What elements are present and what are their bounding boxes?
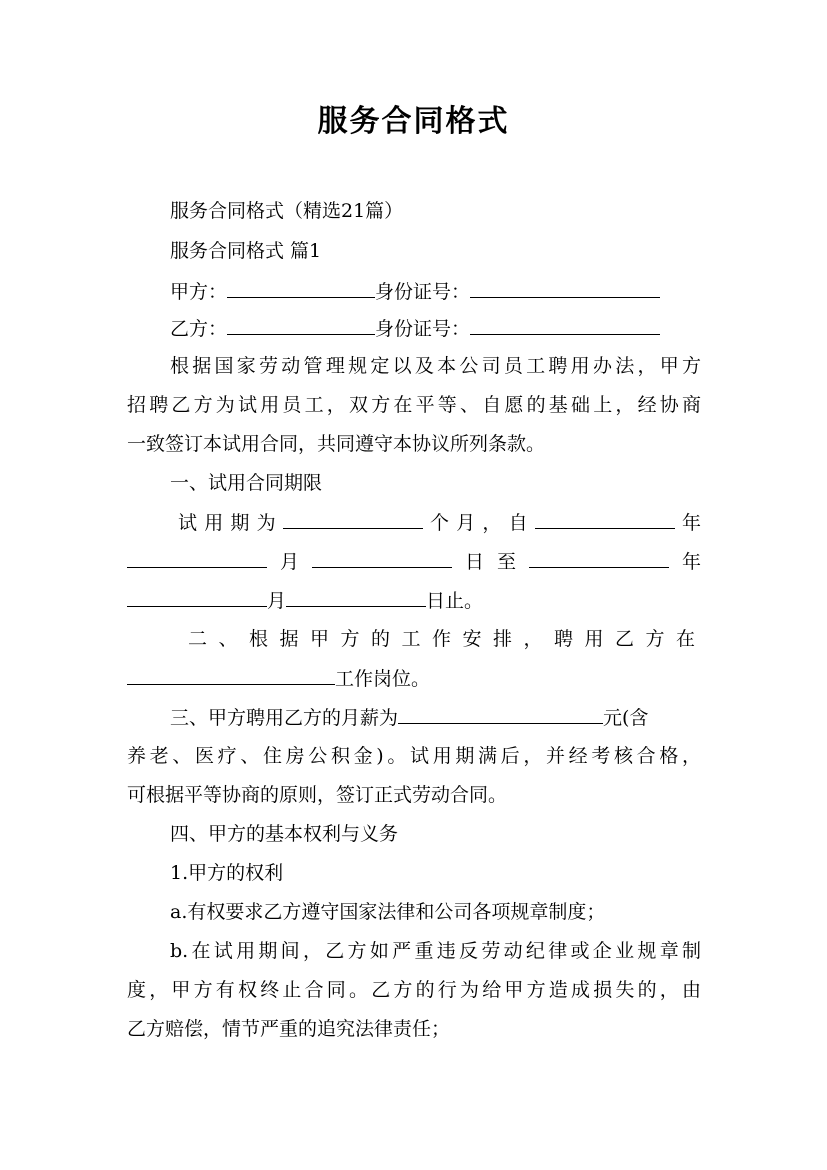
end-day-blank[interactable] — [286, 587, 426, 607]
job-position-blank[interactable] — [127, 665, 335, 685]
party-b-id-blank[interactable] — [470, 315, 660, 335]
document-title: 服务合同格式 — [317, 104, 510, 139]
clause2-end: 工作岗位。 — [335, 668, 431, 690]
end-month-unit: 月 — [267, 590, 287, 612]
trial-prefix: 试用期为 — [178, 512, 283, 534]
party-b-label: 乙方： — [170, 318, 228, 340]
start-month-unit: 月 — [267, 551, 312, 573]
right-b-line-3: 乙方赔偿，情节严重的追究法律责任； — [127, 1018, 451, 1040]
right-b-line-1: b.在试用期间，乙方如严重违反劳动纪律或企业规章制 — [170, 940, 701, 962]
intro-line-2: 招聘乙方为试用员工，双方在平等、自愿的基础上，经协商 — [127, 394, 701, 416]
party-a-label: 甲方： — [170, 281, 228, 303]
section-heading: 服务合同格式 篇1 — [170, 240, 322, 262]
clause2-line-1: 二、根据甲方的工作安排，聘用乙方在 — [188, 628, 701, 650]
end-day-unit: 日止。 — [426, 590, 484, 612]
right-a: a.有权要求乙方遵守国家法律和公司各项规章制度； — [170, 901, 606, 923]
clause3-prefix: 三、甲方聘用乙方的月薪为 — [170, 707, 399, 729]
right-b-line-2: 度，甲方有权终止合同。乙方的行为给甲方造成损失的，由 — [127, 979, 701, 1001]
intro-line-3: 一致签订本试用合同，共同遵守本协议所列条款。 — [127, 433, 546, 455]
rights-heading: 1.甲方的权利 — [170, 862, 284, 884]
party-a-id-label: 身份证号： — [375, 281, 471, 303]
document-subtitle: 服务合同格式（精选21篇） — [170, 200, 404, 222]
monthly-salary-blank[interactable] — [398, 704, 603, 724]
trial-line-1 — [178, 509, 701, 536]
clause3-line-2: 养老、医疗、住房公积金)。试用期满后，并经考核合格， — [127, 745, 701, 767]
clause4-heading: 四、甲方的基本权利与义务 — [170, 823, 399, 845]
start-year-blank[interactable] — [535, 509, 675, 529]
end-month-blank[interactable] — [127, 587, 267, 607]
end-year-blank[interactable] — [529, 548, 669, 568]
clause3-line-1 — [170, 704, 701, 731]
start-day-blank[interactable] — [312, 548, 452, 568]
party-a-id-blank[interactable] — [470, 278, 660, 298]
trial-months-blank[interactable] — [283, 509, 423, 529]
start-month-blank[interactable] — [127, 548, 267, 568]
party-b-id-label: 身份证号： — [375, 318, 471, 340]
trial-line-2 — [127, 548, 701, 575]
clause2-line-2 — [127, 665, 701, 692]
trial-line-3 — [127, 587, 701, 614]
clause1-heading: 一、试用合同期限 — [170, 472, 323, 494]
intro-line-1: 根据国家劳动管理规定以及本公司员工聘用办法，甲方 — [170, 355, 701, 377]
start-year-unit: 年 — [674, 512, 701, 534]
party-a-name-blank[interactable] — [227, 278, 375, 298]
party-b-name-blank[interactable] — [227, 315, 375, 335]
clause3-line-3: 可根据平等协商的原则，签订正式劳动合同。 — [127, 784, 508, 806]
clause3-suffix: 元(含 — [603, 707, 649, 729]
party-a-line — [170, 278, 701, 305]
end-year-unit: 年 — [668, 551, 701, 573]
party-b-line — [170, 315, 701, 342]
start-day-to: 日至 — [452, 551, 529, 573]
trial-months-label: 个月，自 — [422, 512, 535, 534]
